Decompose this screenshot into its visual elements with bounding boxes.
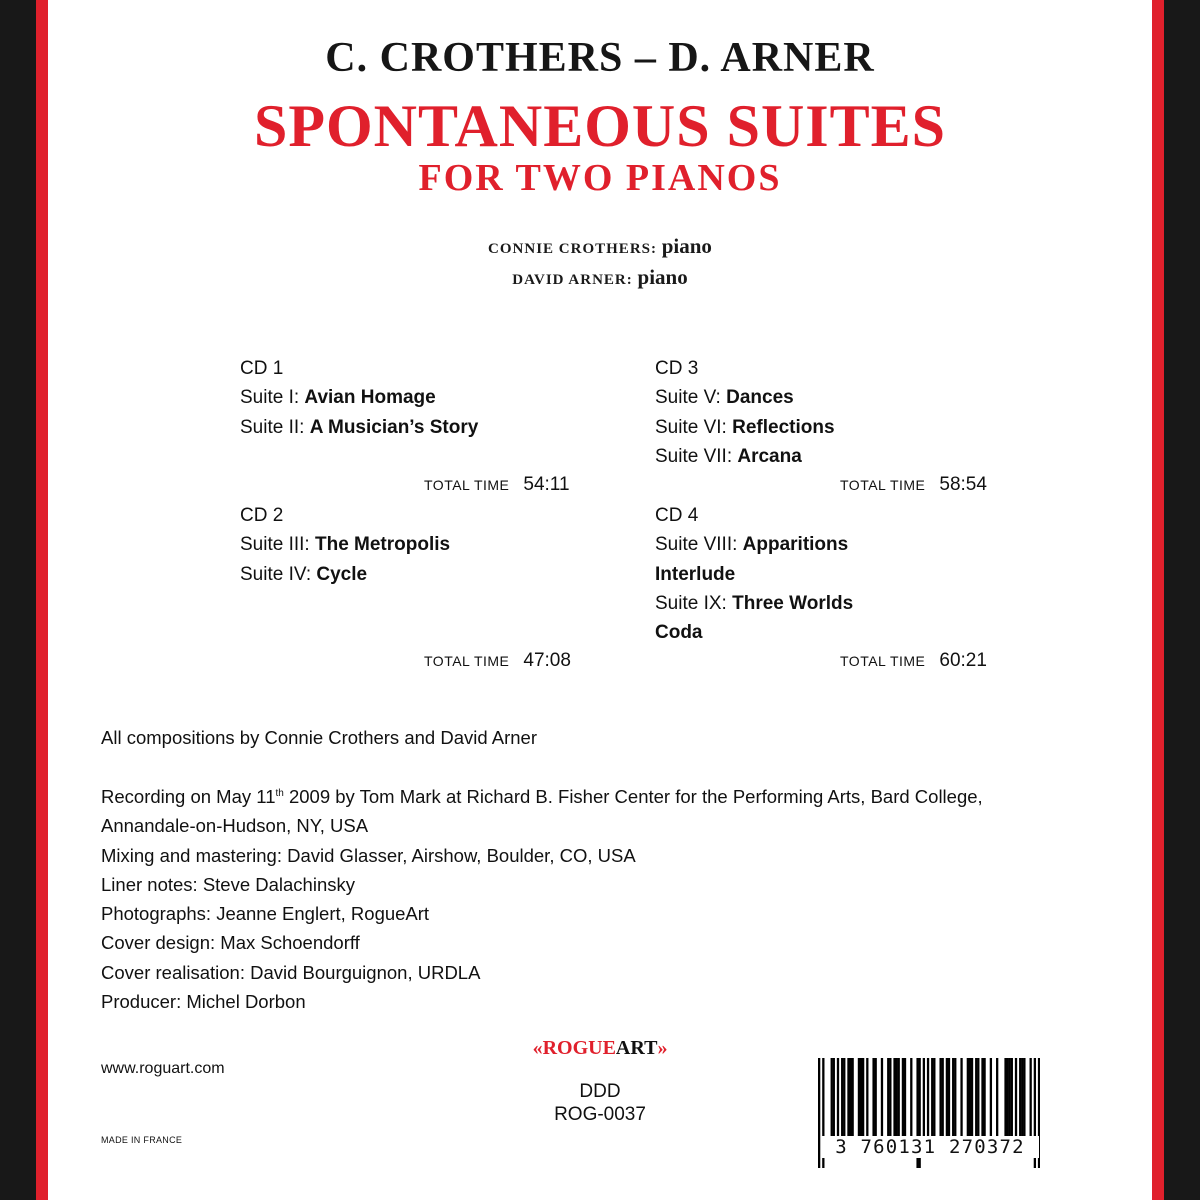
barcode-bar bbox=[818, 1058, 820, 1168]
catalog-number: ROG-0037 bbox=[554, 1104, 646, 1125]
photographs-credit: Photographs: Jeanne Englert, RogueArt bbox=[101, 903, 430, 925]
website-link[interactable]: www.roguart.com bbox=[101, 1060, 225, 1077]
track-item: Coda bbox=[655, 622, 703, 644]
barcode-bar bbox=[898, 1058, 900, 1136]
barcode-bar bbox=[860, 1058, 862, 1136]
barcode-bar bbox=[852, 1058, 854, 1136]
liner-notes-credit: Liner notes: Steve Dalachinsky bbox=[101, 873, 355, 895]
performer-1 bbox=[0, 234, 1200, 259]
barcode-bar bbox=[971, 1058, 973, 1136]
cd4-total-time: TOTAL TIME 60:21 bbox=[840, 650, 987, 671]
barcode-bar bbox=[881, 1058, 883, 1136]
track-item: Suite IX: Three Worlds bbox=[655, 592, 854, 614]
barcode-bar bbox=[872, 1058, 874, 1136]
track-item: Suite VIII: Apparitions bbox=[655, 534, 849, 556]
cd-label: CD 3 bbox=[655, 358, 699, 379]
barcode-bar bbox=[1023, 1058, 1025, 1136]
barcode-bar bbox=[942, 1058, 944, 1136]
barcode-bar bbox=[1030, 1058, 1032, 1136]
cd2-total-time: TOTAL TIME 47:08 bbox=[424, 650, 571, 671]
barcode-bar bbox=[960, 1058, 962, 1136]
album-subtitle: FOR TWO PIANOS bbox=[418, 157, 782, 199]
barcode-bar bbox=[948, 1058, 950, 1136]
barcode-bar bbox=[837, 1058, 839, 1136]
cover-realisation-credit: Cover realisation: David Bourguignon, URDLA bbox=[101, 961, 481, 983]
barcode-bar bbox=[933, 1058, 935, 1136]
barcode-bar bbox=[931, 1058, 933, 1136]
barcode-bar bbox=[1019, 1058, 1021, 1136]
performer-instrument: piano bbox=[637, 265, 688, 289]
barcode-bar bbox=[875, 1058, 877, 1136]
barcode-bar bbox=[887, 1058, 889, 1136]
made-in-label: MADE IN FRANCE bbox=[101, 1135, 183, 1145]
barcode-number: 3 760131 270372 bbox=[821, 1136, 1039, 1158]
barcode-bar bbox=[939, 1058, 941, 1136]
performer-2 bbox=[0, 265, 1200, 290]
barcode-bar bbox=[990, 1058, 992, 1136]
barcode-bar bbox=[831, 1058, 833, 1136]
barcode-bar bbox=[866, 1058, 868, 1136]
cd3-total-time: TOTAL TIME 58:54 bbox=[840, 474, 987, 495]
barcode-bar bbox=[954, 1058, 956, 1136]
barcode-bar bbox=[975, 1058, 977, 1136]
barcode-bar bbox=[977, 1058, 979, 1136]
barcode-bar bbox=[996, 1058, 998, 1136]
barcode-bar bbox=[1015, 1058, 1017, 1136]
barcode-bar bbox=[858, 1058, 860, 1136]
cd-label: CD 2 bbox=[240, 505, 284, 526]
cd1-tracklist bbox=[240, 354, 478, 442]
barcode-bar bbox=[983, 1058, 985, 1136]
barcode-bar bbox=[849, 1058, 851, 1136]
barcode-bar bbox=[833, 1058, 835, 1136]
performer-instrument: piano bbox=[661, 234, 712, 258]
barcode-bar bbox=[946, 1058, 948, 1136]
performer-name: DAVID ARNER: bbox=[512, 272, 633, 288]
production-credits bbox=[101, 782, 983, 1016]
cd-label: CD 1 bbox=[240, 358, 284, 379]
cd2-tracklist bbox=[240, 501, 450, 589]
cd-label: CD 4 bbox=[655, 505, 699, 526]
ddd-code: DDD bbox=[579, 1081, 621, 1102]
mixing-credit: Mixing and mastering: David Glasser, Airshow, Boulder, CO, USA bbox=[101, 844, 636, 866]
barcode-bar bbox=[923, 1058, 925, 1136]
barcode-bar bbox=[889, 1058, 891, 1136]
cd4-tracklist bbox=[655, 501, 853, 647]
track-item: Suite VI: Reflections bbox=[655, 416, 835, 438]
barcode-bar bbox=[862, 1058, 864, 1136]
barcode-bar bbox=[969, 1058, 971, 1136]
barcode-bar bbox=[841, 1058, 843, 1136]
barcode-bar bbox=[1004, 1058, 1006, 1136]
track-item: Suite VII: Arcana bbox=[655, 445, 802, 467]
barcode-bar bbox=[981, 1058, 983, 1136]
performer-name: CONNIE CROTHERS: bbox=[488, 241, 657, 257]
track-item: Suite I: Avian Homage bbox=[240, 387, 436, 409]
cd3-tracklist bbox=[655, 354, 835, 471]
barcode-bar bbox=[1006, 1058, 1008, 1136]
barcode-bar bbox=[893, 1058, 895, 1136]
barcode-bar bbox=[1021, 1058, 1023, 1136]
barcode-bar bbox=[952, 1058, 954, 1136]
artists-heading: C. CROTHERS – D. ARNER bbox=[325, 35, 875, 81]
barcode-bar bbox=[904, 1058, 906, 1136]
cover-design-credit: Cover design: Max Schoendorff bbox=[101, 932, 360, 954]
barcode-bar bbox=[1011, 1058, 1013, 1136]
barcode-bar bbox=[927, 1058, 929, 1136]
cd1-total-time: TOTAL TIME 54:11 bbox=[424, 474, 570, 495]
track-item: Suite V: Dances bbox=[655, 387, 794, 409]
compositions-credit: All compositions by Connie Crothers and David Arner bbox=[101, 727, 537, 748]
recording-credit: Recording on May 11th 2009 by Tom Mark at Richard B. Fisher Center for the Performing Arts, Bard College, bbox=[101, 786, 983, 807]
track-item: Interlude bbox=[655, 563, 736, 585]
track-item: Suite III: The Metropolis bbox=[240, 534, 451, 556]
barcode-bar bbox=[967, 1058, 969, 1136]
recording-location: Annandale-on-Hudson, NY, USA bbox=[101, 815, 369, 837]
barcode-bar bbox=[895, 1058, 897, 1136]
barcode-bar bbox=[902, 1058, 904, 1136]
barcode-bar bbox=[910, 1058, 912, 1136]
roguart-logo: «ROGUEART» bbox=[532, 1037, 668, 1059]
album-title: SPONTANEOUS SUITES bbox=[253, 93, 947, 159]
barcode-bar bbox=[847, 1058, 849, 1136]
track-item: Suite IV: Cycle bbox=[240, 563, 368, 585]
barcode-bar bbox=[1009, 1058, 1011, 1136]
producer-credit: Producer: Michel Dorbon bbox=[101, 991, 306, 1013]
barcode-bar bbox=[843, 1058, 845, 1136]
track-item: Suite II: A Musician’s Story bbox=[240, 416, 479, 438]
